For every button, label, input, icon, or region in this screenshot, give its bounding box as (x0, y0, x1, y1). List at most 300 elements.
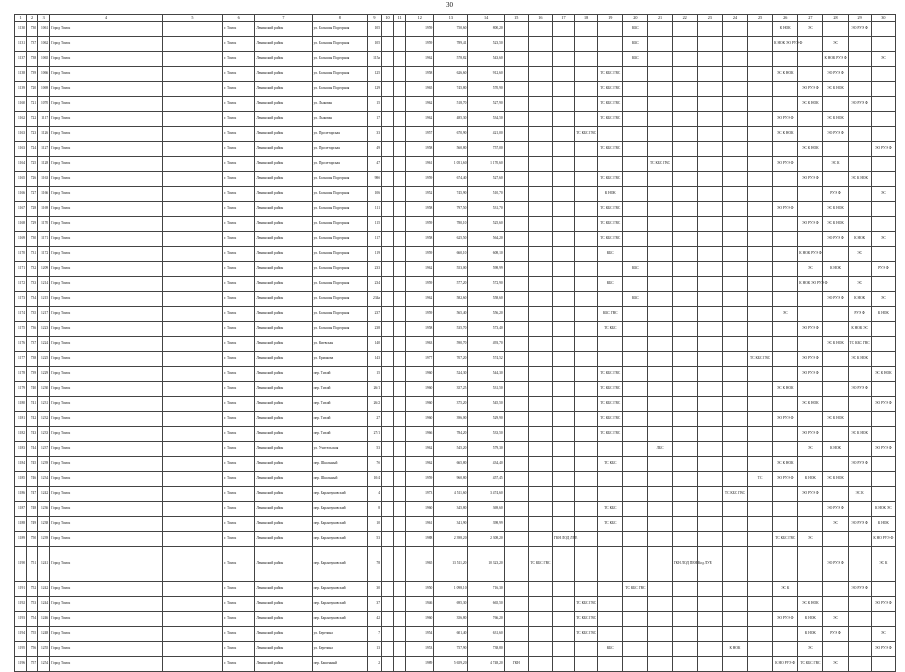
table-cell: ТС КБС ГВС (773, 532, 798, 547)
table-cell (598, 292, 623, 307)
table-row (15, 397, 896, 412)
table-cell (623, 127, 648, 142)
table-cell: ЭО РУЭ Ф (798, 427, 823, 442)
table-cell (623, 217, 648, 232)
table-cell (162, 322, 222, 337)
table-cell: Ленинский район (255, 157, 312, 172)
table-cell (623, 82, 648, 97)
table-cell: 1962 (406, 442, 434, 457)
table-cell (697, 67, 722, 82)
table-cell: ЭС (798, 22, 823, 37)
table-cell (528, 627, 552, 642)
table-cell: 1 170,60 (468, 157, 504, 172)
table-cell (504, 82, 528, 97)
table-cell (672, 307, 697, 322)
table-cell: Ленинский район (255, 82, 312, 97)
table-cell (382, 82, 394, 97)
table-cell: ЭО РУЭ Ф (798, 172, 823, 187)
table-cell: ЭС (871, 627, 895, 642)
table-cell (575, 37, 598, 52)
table-cell: Город Томск (50, 232, 163, 247)
table-cell (748, 277, 773, 292)
table-cell (528, 217, 552, 232)
table-cell (722, 367, 747, 382)
table-cell (528, 112, 552, 127)
table-cell: КБС (598, 642, 623, 657)
table-cell (598, 487, 623, 502)
table-cell: 570,90 (468, 82, 504, 97)
table-cell: Ленинский район (255, 547, 312, 582)
table-cell (823, 247, 848, 262)
table-cell (798, 52, 823, 67)
table-cell: 2 308,20 (468, 532, 504, 547)
table-cell (162, 82, 222, 97)
table-cell: 1965 (406, 82, 434, 97)
table-cell (697, 307, 722, 322)
table-cell (697, 382, 722, 397)
table-cell (552, 292, 574, 307)
table-cell: К НОК (798, 612, 823, 627)
table-cell: г. Томск (223, 217, 255, 232)
column-number: 30 (871, 15, 895, 22)
table-cell (623, 397, 648, 412)
table-cell: 47 (367, 157, 381, 172)
table-cell (823, 22, 848, 37)
table-cell (162, 502, 222, 517)
table-cell: ТС КБС ГВС (848, 337, 871, 352)
table-cell (528, 382, 552, 397)
table-cell (748, 127, 773, 142)
table-cell: Город Томск (50, 517, 163, 532)
table-cell: 590,70 (434, 337, 468, 352)
table-cell (648, 352, 672, 367)
table-cell (871, 427, 895, 442)
table-cell: Город Томск (50, 307, 163, 322)
column-number: 25 (748, 15, 773, 22)
table-cell (748, 427, 773, 442)
table-row (15, 367, 896, 382)
table-cell: ЭО РУЭ Ф (848, 382, 871, 397)
table-cell: 784,20 (434, 427, 468, 442)
table-cell (382, 97, 394, 112)
table-cell (394, 532, 406, 547)
table-cell (598, 37, 623, 52)
table-cell: ТС КБС ГВС (598, 382, 623, 397)
table-cell (748, 112, 773, 127)
table-cell: 754 (27, 612, 38, 627)
table-cell (773, 427, 798, 442)
table-cell (748, 172, 773, 187)
table-cell: 17 (367, 112, 381, 127)
table-cell: ЭО РУЭ Ф (848, 517, 871, 532)
table-cell: 746 (27, 472, 38, 487)
table-cell (162, 547, 222, 582)
table-cell: 1958 (406, 142, 434, 157)
table-cell: ТС КБС ГВС (598, 232, 623, 247)
table-cell (394, 172, 406, 187)
table-cell (722, 352, 747, 367)
table-cell (162, 172, 222, 187)
table-cell: ЭО РУЭ Ф (798, 322, 823, 337)
table-cell (598, 627, 623, 642)
table-cell (722, 427, 747, 442)
table-cell: Город Томск (50, 172, 163, 187)
table-cell: 1128 (38, 157, 50, 172)
table-cell: 1965 (406, 547, 434, 582)
table-cell: 1131 (15, 37, 27, 52)
table-cell: Ленинский район (255, 112, 312, 127)
table-cell (552, 247, 574, 262)
table-cell (722, 67, 747, 82)
table-row (15, 67, 896, 82)
table-cell (504, 172, 528, 187)
table-cell (528, 597, 552, 612)
table-cell: Город Томск (50, 397, 163, 412)
table-cell: Ленинский район (255, 352, 312, 367)
table-cell (162, 367, 222, 382)
column-number: 22 (672, 15, 697, 22)
table-cell: Город Томск (50, 657, 163, 672)
table-cell: 234 (367, 277, 381, 292)
table-cell: 434,40 (468, 457, 504, 472)
table-cell (382, 657, 394, 672)
table-cell: Ленинский район (255, 127, 312, 142)
table-cell: г. Томск (223, 277, 255, 292)
table-cell: ул. Пролетарская (312, 142, 367, 157)
table-cell (748, 337, 773, 352)
table-cell: 369,60 (468, 502, 504, 517)
table-cell (672, 112, 697, 127)
table-cell (848, 532, 871, 547)
table-cell (748, 442, 773, 457)
table-cell (697, 202, 722, 217)
table-cell (722, 532, 747, 547)
table-cell (394, 352, 406, 367)
table-row (15, 322, 896, 337)
table-cell: К НОК (871, 307, 895, 322)
table-cell: 1062 (38, 37, 50, 52)
table-cell (162, 157, 222, 172)
table-cell: 1165 (15, 172, 27, 187)
table-cell (575, 337, 598, 352)
table-cell (697, 97, 722, 112)
table-cell: 1224 (38, 337, 50, 352)
table-cell: 457,45 (468, 472, 504, 487)
table-cell (848, 127, 871, 142)
table-cell (773, 367, 798, 382)
table-cell (648, 397, 672, 412)
table-row (15, 427, 896, 442)
table-cell: 789,41 (434, 37, 468, 52)
table-cell (748, 22, 773, 37)
table-cell (773, 337, 798, 352)
table-cell (623, 382, 648, 397)
table-cell (672, 597, 697, 612)
table-cell (382, 457, 394, 472)
table-cell: 1196 (15, 657, 27, 672)
table-cell (162, 627, 222, 642)
table-cell: г. Томск (223, 427, 255, 442)
table-cell (722, 597, 747, 612)
table-cell (773, 642, 798, 657)
table-cell (722, 157, 747, 172)
table-cell: ул. Лыковая (312, 97, 367, 112)
table-cell (623, 277, 648, 292)
table-cell (672, 37, 697, 52)
table-cell (623, 97, 648, 112)
table-cell (394, 307, 406, 322)
table-cell (552, 487, 574, 502)
table-cell (672, 457, 697, 472)
table-cell (528, 97, 552, 112)
table-cell (823, 642, 848, 657)
table-cell (722, 187, 747, 202)
table-cell (773, 517, 798, 532)
table-cell: 485,30 (434, 112, 468, 127)
table-cell (162, 217, 222, 232)
table-cell (697, 247, 722, 262)
table-cell (697, 642, 722, 657)
table-cell (162, 202, 222, 217)
table-cell (697, 412, 722, 427)
table-cell: К НОК (798, 472, 823, 487)
table-cell: 1958 (406, 202, 434, 217)
table-cell: Город Томск (50, 642, 163, 657)
table-cell (552, 127, 574, 142)
table-cell: Ленинский район (255, 412, 312, 427)
table-cell: 733 (27, 277, 38, 292)
table-cell (623, 157, 648, 172)
table-cell (672, 67, 697, 82)
table-cell: ЭС (798, 442, 823, 457)
table-cell: 1164 (15, 157, 27, 172)
table-cell (504, 37, 528, 52)
table-cell (394, 217, 406, 232)
table-cell: ЭС (871, 292, 895, 307)
table-cell: ЭС К НОК (798, 397, 823, 412)
table-cell: 747 (27, 487, 38, 502)
table-cell (382, 292, 394, 307)
table-cell (382, 112, 394, 127)
table-cell: 1193 (15, 612, 27, 627)
table-cell (773, 82, 798, 97)
table-cell: Город Томск (50, 472, 163, 487)
table-cell (394, 657, 406, 672)
table-cell: ЭС К НОК (848, 172, 871, 187)
table-cell (394, 22, 406, 37)
table-cell: ЭО РУЭ Ф (848, 22, 871, 37)
table-cell (773, 352, 798, 367)
table-cell: 1209 (38, 262, 50, 277)
table-cell: 558,60 (468, 292, 504, 307)
table-cell (552, 142, 574, 157)
table-cell: г. Томск (223, 472, 255, 487)
table-cell: ТС КБС (598, 322, 623, 337)
table-cell (162, 532, 222, 547)
table-row (15, 352, 896, 367)
table-cell (798, 187, 823, 202)
table-cell: г. Томск (223, 517, 255, 532)
table-cell: 1160 (15, 97, 27, 112)
column-number: 11 (394, 15, 406, 22)
table-cell: ул. Учительская (312, 442, 367, 457)
table-cell (648, 367, 672, 382)
housing-register-table (14, 14, 896, 672)
table-cell: 3 474,60 (468, 487, 504, 502)
table-cell: К НОК РУЭ Ф (798, 247, 823, 262)
table-cell (748, 262, 773, 277)
table-cell: 1178 (15, 367, 27, 382)
table-cell: 598,99 (468, 262, 504, 277)
table-cell: 751 (27, 547, 38, 582)
table-cell: К НОК ЭО РУЭ Ф (773, 37, 798, 52)
table-cell (504, 582, 528, 597)
table-cell (575, 67, 598, 82)
table-cell: 1130 (15, 22, 27, 37)
table-cell: 1065 (38, 52, 50, 67)
table-cell (648, 292, 672, 307)
table-cell (748, 502, 773, 517)
table-cell (648, 202, 672, 217)
table-cell: 1184 (15, 457, 27, 472)
table-cell (162, 307, 222, 322)
table-cell (504, 232, 528, 247)
table-cell (552, 412, 574, 427)
table-cell: Город Томск (50, 457, 163, 472)
table-cell (394, 52, 406, 67)
table-cell (382, 322, 394, 337)
table-cell (552, 547, 574, 582)
table-cell (552, 67, 574, 82)
table-cell: 1162 (15, 112, 27, 127)
table-cell (504, 397, 528, 412)
table-cell (848, 612, 871, 627)
table-cell (823, 397, 848, 412)
table-cell: ул. Большая Подгорная (312, 262, 367, 277)
table-cell (648, 487, 672, 502)
column-number: 29 (848, 15, 871, 22)
table-cell (394, 247, 406, 262)
table-cell: 533,50 (468, 427, 504, 442)
column-number: 9 (367, 15, 381, 22)
table-cell (871, 157, 895, 172)
table-cell: Город Томск (50, 127, 163, 142)
table-cell: г. Томск (223, 22, 255, 37)
table-cell (504, 307, 528, 322)
table-cell (722, 247, 747, 262)
table-cell (162, 37, 222, 52)
table-cell: Ленинский район (255, 597, 312, 612)
table-cell (394, 337, 406, 352)
table-cell (394, 517, 406, 532)
table-cell: Ленинский район (255, 142, 312, 157)
table-cell (697, 262, 722, 277)
column-number: 2 (27, 15, 38, 22)
table-cell (382, 502, 394, 517)
table-cell (672, 582, 697, 597)
table-cell: Город Томск (50, 52, 163, 67)
table-cell (773, 487, 798, 502)
table-cell (823, 597, 848, 612)
table-cell (382, 127, 394, 142)
table-cell: 1989 (406, 657, 434, 672)
table-cell: г. Томск (223, 262, 255, 277)
table-cell (528, 142, 552, 157)
table-cell (598, 262, 623, 277)
table-cell: 1960 (406, 412, 434, 427)
table-cell: ЭО РУЭ Ф (871, 442, 895, 457)
table-cell (162, 52, 222, 67)
table-cell (722, 172, 747, 187)
table-cell (672, 382, 697, 397)
table-cell: 26/2 (367, 397, 381, 412)
table-cell (162, 262, 222, 277)
table-cell: 1069 (38, 82, 50, 97)
table-cell: Город Томск (50, 142, 163, 157)
table-cell: РУЭ Ф (871, 262, 895, 277)
table-cell (748, 82, 773, 97)
table-cell (648, 582, 672, 597)
table-cell (697, 217, 722, 232)
table-cell (528, 37, 552, 52)
table-cell: 523,50 (468, 37, 504, 52)
table-cell (382, 187, 394, 202)
table-cell: 800,20 (468, 22, 504, 37)
table-cell (382, 142, 394, 157)
table-cell (798, 112, 823, 127)
table-cell: 1169 (15, 232, 27, 247)
table-cell: 105 (367, 22, 381, 37)
table-cell: ул. Большая Подгорная (312, 37, 367, 52)
table-cell (528, 517, 552, 532)
table-cell: ЭС (871, 52, 895, 67)
table-cell: 1137 (15, 52, 27, 67)
table-cell: г. Томск (223, 322, 255, 337)
table-cell: К НО РУЭ Ф (773, 657, 798, 672)
table-cell: г. Томск (223, 112, 255, 127)
table-cell (722, 472, 747, 487)
table-cell (575, 232, 598, 247)
table-cell: Город Томск (50, 412, 163, 427)
table-cell: 1959 (406, 217, 434, 232)
table-cell (848, 412, 871, 427)
table-cell: Город Томск (50, 442, 163, 457)
table-cell: ТС КБС ГВС (598, 82, 623, 97)
table-cell (848, 202, 871, 217)
table-cell (748, 52, 773, 67)
table-cell (798, 232, 823, 247)
table-cell (382, 612, 394, 627)
table-cell (697, 232, 722, 247)
table-cell: 1960 (406, 397, 434, 412)
table-cell: 1168 (15, 217, 27, 232)
table-cell (623, 502, 648, 517)
table-cell: 743 (27, 427, 38, 442)
table-cell: 1166 (38, 187, 50, 202)
table-cell: г. Томск (223, 597, 255, 612)
table-cell: 1957 (406, 127, 434, 142)
table-cell: пер. Баранчуковский (312, 612, 367, 627)
table-cell: ЭС К (871, 547, 895, 582)
table-cell (552, 187, 574, 202)
table-cell (871, 112, 895, 127)
table-cell: ЭС К НОК (823, 202, 848, 217)
table-cell: Ленинский район (255, 97, 312, 112)
table-cell (848, 52, 871, 67)
table-cell: ТС КБС ГВС (722, 487, 747, 502)
table-cell (722, 37, 747, 52)
page-number: 30 (446, 1, 453, 9)
